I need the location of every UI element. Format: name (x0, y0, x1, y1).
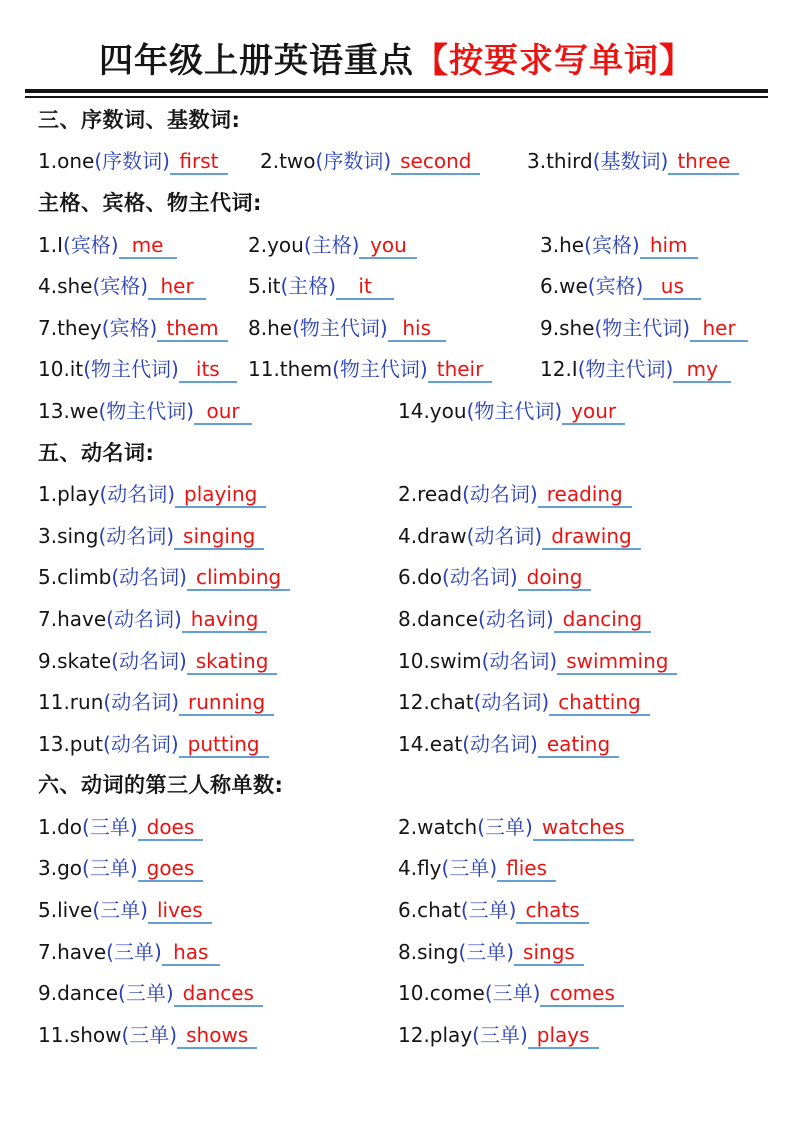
worksheet-row (38, 306, 765, 348)
question-prompt: 10.come (398, 981, 485, 1006)
question-prompt: 3.he (540, 232, 585, 257)
answer-blank: eating (538, 732, 619, 758)
question-prompt: 3.sing (38, 523, 99, 548)
section-heading: 主格、宾格、物主代词: (38, 190, 262, 215)
page-title-black: 四年级上册英语重点 (99, 41, 414, 81)
question-hint: (动名词) (111, 648, 187, 673)
section-heading: 五、动名词: (38, 440, 155, 465)
question-item (398, 395, 765, 425)
worksheet-row (38, 1013, 765, 1055)
worksheet-row (38, 140, 765, 182)
question-prompt: 13.put (38, 731, 104, 756)
question-item (398, 977, 765, 1007)
answer-blank: does (138, 815, 204, 841)
answer-blank: putting (179, 732, 269, 758)
question-hint: (动名词) (111, 565, 187, 590)
question-item (38, 645, 398, 675)
question-hint: (动名词) (106, 606, 182, 631)
question-item (38, 686, 398, 716)
question-item (38, 229, 248, 259)
question-item (398, 478, 765, 508)
question-item (38, 478, 398, 508)
question-hint: (序数词) (94, 149, 170, 174)
question-prompt: 4.draw (398, 523, 467, 548)
question-item (398, 1019, 765, 1049)
question-prompt: 2.two (260, 149, 316, 174)
question-hint: (物主代词) (466, 398, 563, 423)
question-item (38, 728, 398, 758)
question-item (540, 270, 765, 300)
worksheet-row (38, 639, 765, 681)
worksheet-row (38, 223, 765, 265)
answer-blank: his (388, 316, 446, 342)
question-hint: (物主代词) (292, 315, 388, 340)
question-item (38, 811, 398, 841)
answer-blank: singing (174, 524, 264, 550)
question-hint: (三单) (82, 856, 138, 881)
question-item (540, 229, 765, 259)
question-item (38, 145, 260, 175)
question-prompt: 5.it (248, 274, 281, 299)
answer-blank: playing (175, 482, 266, 508)
question-hint: (主格) (303, 232, 360, 257)
question-item (398, 520, 765, 550)
question-item (38, 977, 398, 1007)
question-item (398, 645, 765, 675)
question-hint: (物主代词) (332, 357, 428, 382)
answer-blank: sings (514, 940, 584, 966)
question-hint: (三单) (118, 981, 174, 1006)
question-hint: (动名词) (103, 690, 179, 715)
question-hint: (宾格) (101, 315, 158, 340)
question-item (398, 728, 765, 758)
question-prompt: 8.dance (398, 606, 479, 631)
question-hint: (动名词) (473, 690, 550, 715)
answer-blank: chats (516, 898, 588, 924)
worksheet-row (38, 264, 765, 306)
question-prompt: 3.go (38, 856, 83, 881)
worksheet-row (38, 472, 765, 514)
question-prompt: 7.they (38, 315, 102, 340)
question-hint: (宾格) (62, 232, 119, 257)
worksheet-row (38, 389, 765, 431)
answer-blank: doing (518, 565, 592, 591)
question-item (38, 270, 248, 300)
question-prompt: 1.I (38, 232, 63, 257)
worksheet-row (38, 930, 765, 972)
question-hint: (物主代词) (577, 357, 674, 382)
answer-blank: watches (533, 815, 634, 841)
question-prompt: 9.skate (38, 648, 112, 673)
worksheet-row (38, 805, 765, 847)
question-hint: (三单) (121, 1022, 178, 1047)
question-hint: (三单) (92, 898, 148, 923)
worksheet-row (38, 722, 765, 764)
question-hint: (三单) (82, 814, 138, 839)
answer-blank: dances (174, 981, 263, 1007)
answer-blank: first (170, 149, 228, 175)
answer-blank: skating (187, 649, 278, 675)
question-prompt: 11.them (248, 357, 333, 382)
question-hint: (物主代词) (98, 398, 195, 423)
worksheet-row (38, 971, 765, 1013)
question-item (248, 270, 540, 300)
answer-blank: running (179, 690, 274, 716)
question-prompt: 4.she (38, 274, 93, 299)
question-hint: (宾格) (584, 232, 640, 257)
question-item (38, 395, 398, 425)
answer-blank: drawing (542, 524, 640, 550)
answer-blank: flies (497, 856, 556, 882)
answer-blank: dancing (554, 607, 652, 633)
question-prompt: 12.I (540, 357, 578, 382)
question-prompt: 2.read (398, 482, 463, 507)
question-prompt: 11.show (38, 1022, 122, 1047)
answer-blank: second (391, 149, 480, 175)
question-prompt: 10.it (38, 357, 84, 382)
answer-blank: him (640, 233, 698, 259)
question-item (540, 312, 765, 342)
question-item (398, 852, 765, 882)
answer-blank: her (690, 316, 748, 342)
question-prompt: 5.live (38, 898, 93, 923)
answer-blank: our (194, 399, 252, 425)
question-prompt: 5.climb (38, 565, 112, 590)
answer-blank: has (162, 940, 220, 966)
worksheet-row (38, 597, 765, 639)
question-prompt: 7.have (38, 606, 107, 631)
question-item (540, 353, 765, 383)
question-prompt: 3.third (527, 149, 593, 174)
question-item (38, 894, 398, 924)
question-hint: (物主代词) (594, 315, 691, 340)
answer-blank: climbing (187, 565, 290, 591)
question-hint: (序数词) (315, 149, 392, 174)
page-title-red: 【按要求写单词】 (414, 41, 694, 81)
question-hint: (三单) (472, 1022, 528, 1047)
question-item (398, 561, 765, 591)
answer-blank: comes (540, 981, 623, 1007)
question-item (248, 312, 540, 342)
question-hint: (三单) (441, 856, 498, 881)
worksheet-row (38, 348, 765, 390)
question-item (398, 603, 765, 633)
question-hint: (动名词) (98, 523, 175, 548)
answer-blank: having (182, 607, 268, 633)
question-prompt: 9.she (540, 315, 595, 340)
answer-blank: us (643, 274, 701, 300)
question-hint: (动名词) (442, 565, 518, 590)
question-hint: (三单) (460, 898, 517, 923)
answer-blank: you (359, 233, 417, 259)
question-item (398, 686, 765, 716)
question-hint: (三单) (458, 939, 515, 964)
worksheet-row (38, 514, 765, 556)
question-prompt: 1.one (38, 149, 95, 174)
question-hint: (三单) (477, 814, 533, 839)
question-item (248, 353, 540, 383)
answer-blank: your (562, 399, 625, 425)
question-item (38, 852, 398, 882)
answer-blank: plays (528, 1023, 599, 1049)
question-prompt: 2.you (248, 232, 304, 257)
answer-blank: me (119, 233, 177, 259)
question-hint: (动名词) (481, 648, 558, 673)
question-hint: (动名词) (103, 731, 179, 756)
worksheet-row (38, 888, 765, 930)
sections-container (0, 98, 793, 1055)
answer-blank: goes (138, 856, 204, 882)
question-hint: (三单) (106, 939, 162, 964)
question-item (398, 894, 765, 924)
question-item (260, 145, 527, 175)
answer-blank: my (673, 357, 731, 383)
question-hint: (动名词) (462, 731, 538, 756)
question-hint: (动名词) (466, 523, 543, 548)
question-item (38, 936, 398, 966)
question-hint: (三单) (484, 981, 541, 1006)
answer-blank: their (428, 357, 493, 383)
question-item (38, 312, 248, 342)
page-title (0, 36, 793, 86)
question-prompt: 6.chat (398, 898, 461, 923)
answer-blank: it (336, 274, 394, 300)
question-item (38, 1019, 398, 1049)
answer-blank: them (157, 316, 227, 342)
question-item (248, 229, 540, 259)
worksheet-row (38, 680, 765, 722)
question-prompt: 12.play (398, 1022, 473, 1047)
question-prompt: 7.have (38, 939, 107, 964)
question-prompt: 6.we (540, 274, 588, 299)
question-item (398, 936, 765, 966)
answer-blank: her (148, 274, 206, 300)
question-prompt: 14.eat (398, 731, 463, 756)
question-hint: (基数词) (592, 149, 669, 174)
answer-blank: shows (177, 1023, 257, 1049)
answer-blank: chatting (549, 690, 650, 716)
question-prompt: 8.he (248, 315, 293, 340)
question-prompt: 8.sing (398, 939, 459, 964)
answer-blank: three (668, 149, 739, 175)
question-hint: (动名词) (99, 482, 176, 507)
question-hint: (动名词) (478, 606, 554, 631)
question-prompt: 14.you (398, 398, 467, 423)
question-item (38, 603, 398, 633)
question-prompt: 2.watch (398, 814, 478, 839)
question-prompt: 1.do (38, 814, 83, 839)
answer-blank: swimming (557, 649, 677, 675)
question-prompt: 9.dance (38, 981, 119, 1006)
question-hint: (宾格) (92, 274, 149, 299)
question-prompt: 12.chat (398, 690, 474, 715)
question-item (38, 561, 398, 591)
worksheet-row (38, 847, 765, 889)
question-hint: (主格) (280, 274, 337, 299)
question-prompt: 11.run (38, 690, 104, 715)
worksheet-row (38, 556, 765, 598)
question-hint: (动名词) (462, 482, 538, 507)
question-item (527, 145, 765, 175)
question-item (38, 520, 398, 550)
question-prompt: 10.swim (398, 648, 482, 673)
question-prompt: 13.we (38, 398, 99, 423)
question-prompt: 1.play (38, 482, 100, 507)
question-prompt: 4.fly (398, 856, 442, 881)
section-heading: 三、序数词、基数词: (38, 107, 241, 132)
answer-blank: lives (148, 898, 212, 924)
question-prompt: 6.do (398, 565, 443, 590)
title-divider-rule (25, 89, 768, 98)
answer-blank: reading (538, 482, 632, 508)
question-item (398, 811, 765, 841)
question-hint: (物主代词) (83, 357, 179, 382)
answer-blank: its (179, 357, 237, 383)
question-item (38, 353, 248, 383)
question-hint: (宾格) (587, 274, 644, 299)
section-heading: 六、动词的第三人称单数: (38, 773, 284, 798)
